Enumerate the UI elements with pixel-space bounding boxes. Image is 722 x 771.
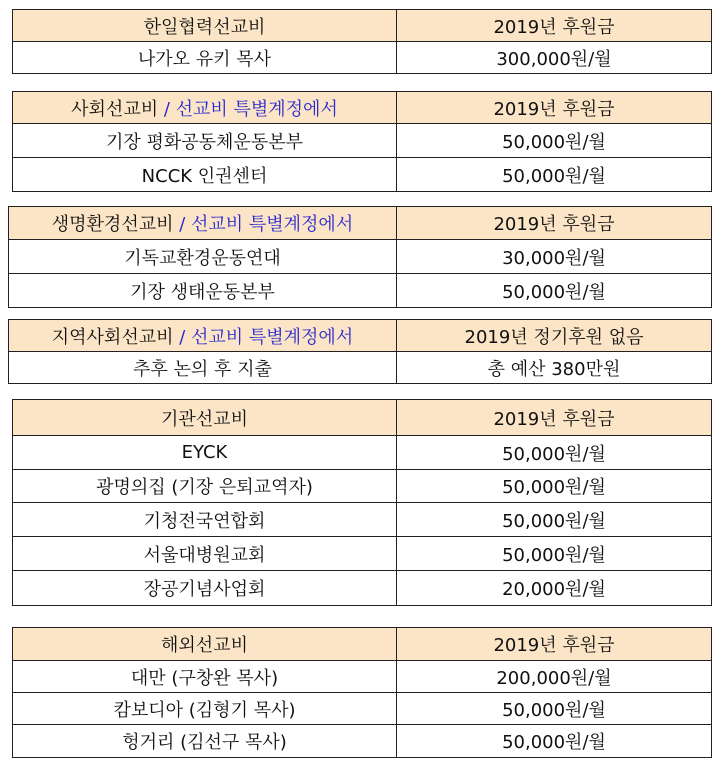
support-amount: 50,000원/월 xyxy=(397,693,712,725)
group-title-cell xyxy=(13,400,397,436)
group-subtitle: / 선교비 특별계정에서 xyxy=(173,326,354,348)
group-title: 기관선교비 xyxy=(161,408,248,430)
group-header-row xyxy=(9,320,712,352)
table-row xyxy=(13,470,712,503)
recipient-name: 서울대병원교회 xyxy=(13,537,397,571)
support-amount: 50,000원/월 xyxy=(397,124,712,158)
group-title-cell xyxy=(9,320,397,352)
group-title-cell xyxy=(9,207,397,240)
group-title: 생명환경선교비 xyxy=(51,214,174,235)
recipient-name: 광명의집 (기장 은퇴교역자) xyxy=(13,470,397,503)
group-header-row xyxy=(13,10,712,42)
recipient-name: 장공기념사업회 xyxy=(13,571,397,606)
recipient-name: 기장 평화공동체운동본부 xyxy=(13,124,397,158)
group-title-cell xyxy=(13,10,397,42)
support-amount: 20,000원/월 xyxy=(397,571,712,606)
group-table-eco xyxy=(8,206,712,308)
group-header-row xyxy=(13,92,712,124)
amount-header-cell: 2019년 후원금 xyxy=(397,628,712,661)
support-amount: 50,000원/월 xyxy=(397,537,712,571)
recipient-name: 기독교환경운동연대 xyxy=(9,240,397,274)
group-header-row xyxy=(13,628,712,661)
support-amount: 50,000원/월 xyxy=(397,470,712,503)
amount-header-cell: 2019년 후원금 xyxy=(397,207,712,240)
recipient-name: 기청전국연합회 xyxy=(13,503,397,537)
support-amount: 200,000원/월 xyxy=(397,661,712,693)
table-row xyxy=(13,537,712,571)
support-amount: 30,000원/월 xyxy=(397,240,712,274)
group-table-overseas xyxy=(12,627,712,758)
recipient-name: 추후 논의 후 지출 xyxy=(9,352,397,384)
group-title: 해외선교비 xyxy=(161,635,248,656)
table-row xyxy=(13,158,712,192)
group-table-hanil xyxy=(12,9,712,74)
table-row xyxy=(13,725,712,758)
recipient-name: 나가오 유키 목사 xyxy=(13,42,397,74)
table-row xyxy=(13,693,712,725)
support-amount: 50,000원/월 xyxy=(397,158,712,192)
amount-header-cell: 2019년 후원금 xyxy=(397,92,712,124)
group-title: 한일협력선교비 xyxy=(143,16,266,38)
group-title-cell xyxy=(13,628,397,661)
group-table-institution xyxy=(12,399,712,606)
table-row xyxy=(13,42,712,74)
support-amount: 총 예산 380만원 xyxy=(397,352,712,384)
table-row xyxy=(13,571,712,606)
amount-header-cell: 2019년 후원금 xyxy=(397,400,712,436)
group-subtitle: / 선교비 특별계정에서 xyxy=(158,98,338,120)
table-row xyxy=(13,661,712,693)
group-header-row xyxy=(13,400,712,436)
table-row xyxy=(9,274,712,308)
table-row xyxy=(9,352,712,384)
recipient-name: NCCK 인권센터 xyxy=(13,158,397,192)
group-table-social xyxy=(12,91,712,192)
group-subtitle: / 선교비 특별계정에서 xyxy=(173,214,354,235)
recipient-name: 헝거리 (김선구 목사) xyxy=(13,725,397,758)
group-title: 지역사회선교비 xyxy=(51,326,174,348)
amount-header-cell: 2019년 후원금 xyxy=(397,10,712,42)
table-row xyxy=(13,503,712,537)
recipient-name: 기장 생태운동본부 xyxy=(9,274,397,308)
group-table-community xyxy=(8,319,712,384)
group-title-cell xyxy=(13,92,397,124)
table-row xyxy=(13,124,712,158)
amount-header-cell: 2019년 정기후원 없음 xyxy=(397,320,712,352)
support-amount: 300,000원/월 xyxy=(397,42,712,74)
group-header-row xyxy=(9,207,712,240)
table-row xyxy=(13,436,712,470)
support-amount: 50,000원/월 xyxy=(397,436,712,470)
support-amount: 50,000원/월 xyxy=(397,503,712,537)
recipient-name: 캄보디아 (김형기 목사) xyxy=(13,693,397,725)
support-amount: 50,000원/월 xyxy=(397,725,712,758)
support-amount: 50,000원/월 xyxy=(397,274,712,308)
recipient-name: EYCK xyxy=(13,436,397,470)
group-title: 사회선교비 xyxy=(71,98,159,120)
table-row xyxy=(9,240,712,274)
recipient-name: 대만 (구창완 목사) xyxy=(13,661,397,693)
